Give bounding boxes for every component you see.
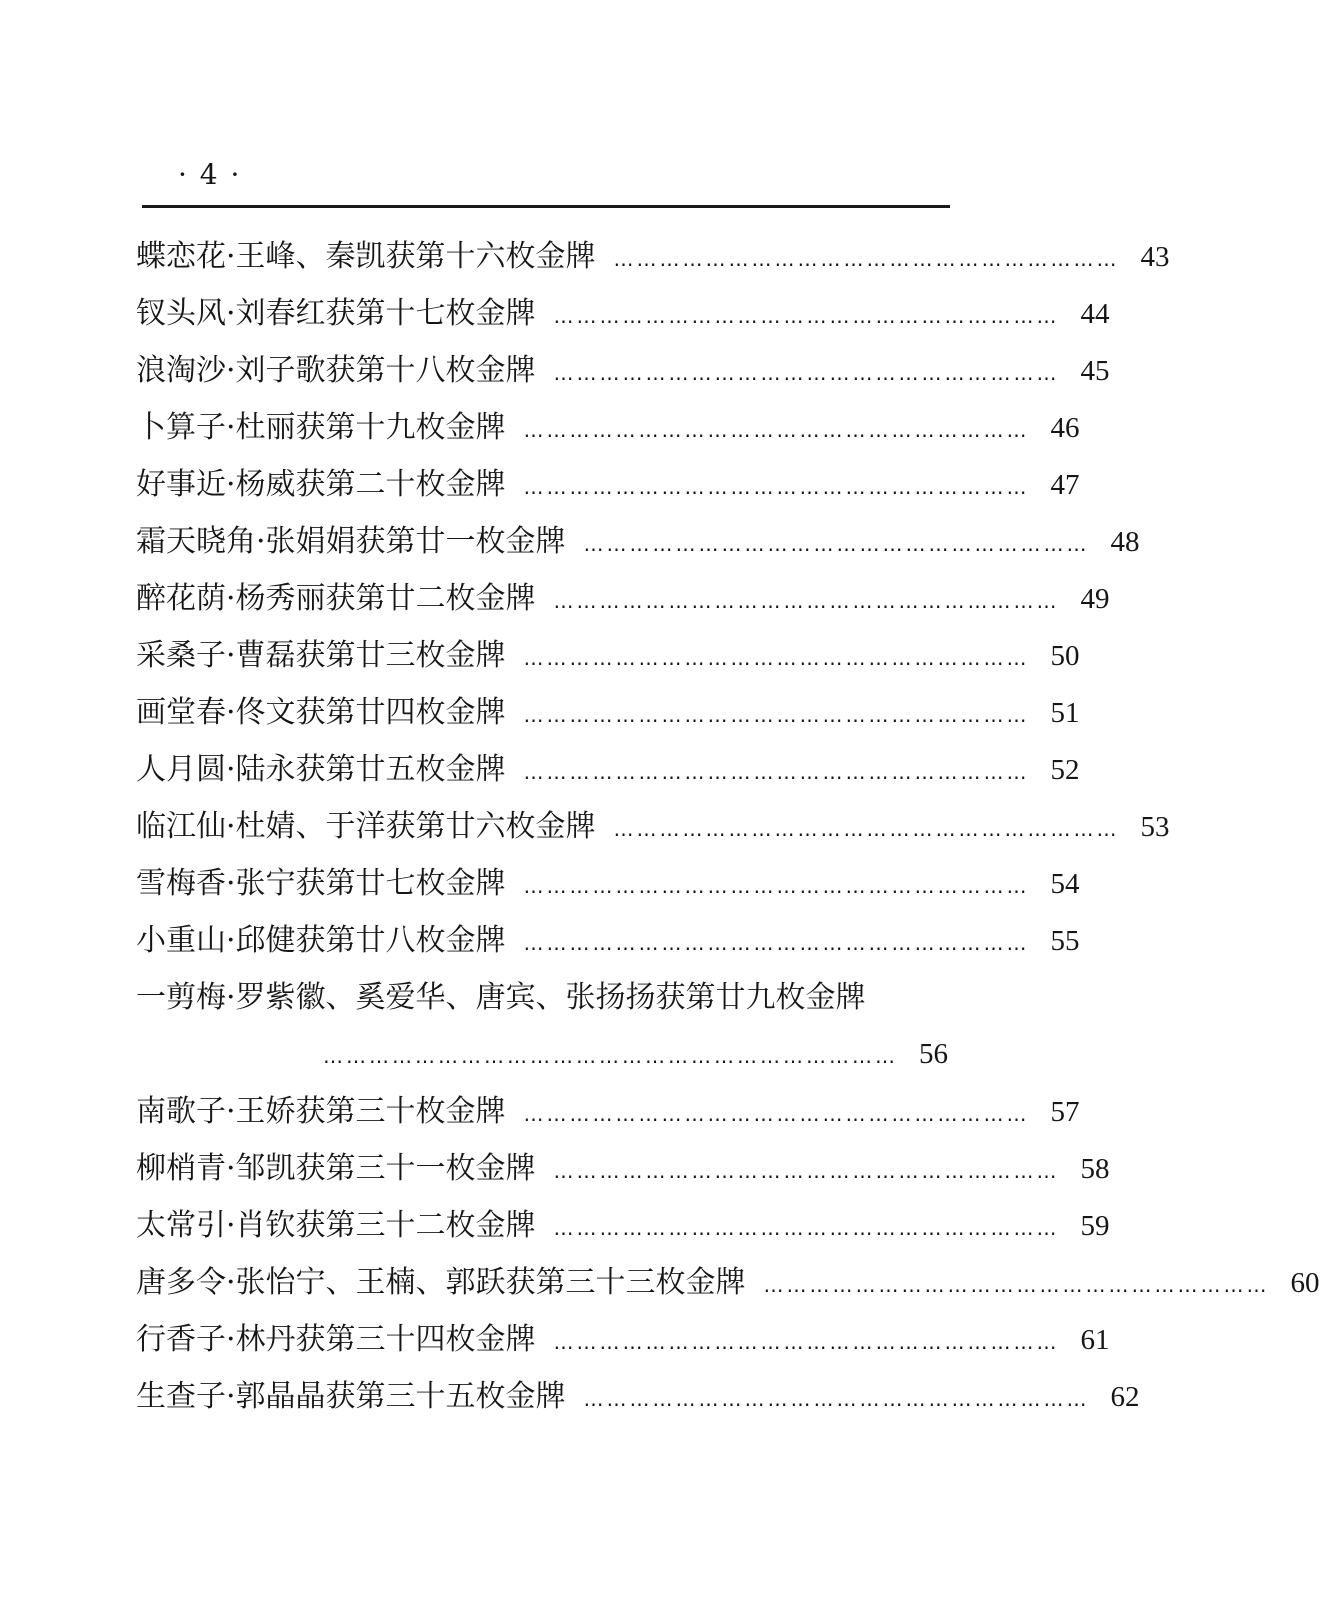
toc-entry-title: 唐多令·张怡宁、王楠、郭跃获第三十三枚金牌 bbox=[136, 1265, 746, 1300]
header-rule bbox=[142, 205, 950, 208]
toc-entry[interactable] bbox=[136, 1197, 1110, 1254]
toc-entry-title: 人月圆·陆永获第廿五枚金牌 bbox=[136, 752, 506, 787]
toc-entry[interactable] bbox=[136, 1254, 1320, 1311]
toc-entry[interactable] bbox=[136, 1368, 1140, 1425]
toc-entry[interactable] bbox=[136, 456, 1080, 513]
toc-entry-title: 钗头风·刘春红获第十七枚金牌 bbox=[136, 296, 536, 331]
dot-leader: ………………………………………………………… bbox=[553, 589, 1060, 613]
dot-leader: ………………………………………………………… bbox=[523, 418, 1030, 442]
toc-entry-page: 59 bbox=[1080, 1210, 1110, 1242]
toc-entry[interactable] bbox=[136, 741, 1080, 798]
dot-leader: ………………………………………………………… bbox=[763, 1273, 1270, 1297]
toc-entry-title: 一剪梅·罗紫徽、奚爱华、唐宾、张扬扬获第廿九枚金牌 bbox=[136, 980, 866, 1015]
toc-entry[interactable] bbox=[136, 342, 1110, 399]
dot-leader: ………………………………………………………… bbox=[553, 361, 1060, 385]
toc-entry[interactable] bbox=[136, 969, 948, 1026]
toc-entry-page: 45 bbox=[1080, 355, 1110, 387]
dot-leader: ………………………………………………………… bbox=[583, 532, 1090, 556]
dot-leader: ………………………………………………………… bbox=[553, 304, 1060, 328]
toc-entry[interactable] bbox=[136, 912, 1080, 969]
toc-entry-page: 51 bbox=[1050, 697, 1080, 729]
dot-leader: ………………………………………………………… bbox=[523, 703, 1030, 727]
toc-entry-page: 56 bbox=[919, 1038, 948, 1070]
dot-leader: ………………………………………………………… bbox=[523, 1102, 1030, 1126]
dot-leader: ………………………………………………………… bbox=[523, 760, 1030, 784]
dot-leader: ………………………………………………………… bbox=[553, 1330, 1060, 1354]
toc-entry-title: 浪淘沙·刘子歌获第十八枚金牌 bbox=[136, 353, 536, 388]
toc-entry-title: 霜天晓角·张娟娟获第廿一枚金牌 bbox=[136, 524, 566, 559]
toc-entry-title: 临江仙·杜婧、于洋获第廿六枚金牌 bbox=[136, 809, 596, 844]
toc-entry-title: 南歌子·王娇获第三十枚金牌 bbox=[136, 1094, 506, 1129]
toc-entry-title: 雪梅香·张宁获第廿七枚金牌 bbox=[136, 866, 506, 901]
toc-entry-page: 54 bbox=[1050, 868, 1080, 900]
toc-entry-page: 44 bbox=[1080, 298, 1110, 330]
toc-entry-page: 47 bbox=[1050, 469, 1080, 501]
dot-leader: ………………………………………………………… bbox=[523, 475, 1030, 499]
toc-entry[interactable] bbox=[136, 1311, 1110, 1368]
table-of-contents bbox=[136, 228, 1320, 1425]
toc-entry-page: 43 bbox=[1140, 241, 1170, 273]
dot-leader: ………………………………………………………… bbox=[523, 874, 1030, 898]
toc-entry-title: 行香子·林丹获第三十四枚金牌 bbox=[136, 1322, 536, 1357]
dot-leader: ………………………………………………………… bbox=[523, 931, 1030, 955]
toc-entry-title: 醉花荫·杨秀丽获第廿二枚金牌 bbox=[136, 581, 536, 616]
toc-entry-page: 50 bbox=[1050, 640, 1080, 672]
toc-entry[interactable] bbox=[136, 684, 1080, 741]
toc-entry-title: 画堂春·佟文获第廿四枚金牌 bbox=[136, 695, 506, 730]
toc-entry[interactable] bbox=[136, 285, 1110, 342]
toc-entry-page: 55 bbox=[1050, 925, 1080, 957]
dot-leader: ………………………………………………………………… bbox=[323, 1044, 898, 1068]
toc-entry[interactable] bbox=[136, 855, 1080, 912]
toc-entry-page: 52 bbox=[1050, 754, 1080, 786]
toc-entry-page: 53 bbox=[1140, 811, 1170, 843]
page-number: · 4 · bbox=[178, 158, 242, 191]
dot-leader: ………………………………………………………… bbox=[553, 1216, 1060, 1240]
toc-entry-page: 58 bbox=[1080, 1153, 1110, 1185]
toc-entry-page: 60 bbox=[1290, 1267, 1320, 1299]
toc-entry-page: 46 bbox=[1050, 412, 1080, 444]
dot-leader: ………………………………………………………… bbox=[613, 247, 1120, 271]
toc-entry-title: 太常引·肖钦获第三十二枚金牌 bbox=[136, 1208, 536, 1243]
toc-entry[interactable] bbox=[136, 228, 1170, 285]
toc-entry-page: 49 bbox=[1080, 583, 1110, 615]
toc-entry[interactable] bbox=[136, 570, 1110, 627]
dot-leader: ………………………………………………………… bbox=[613, 817, 1120, 841]
toc-entry-title: 柳梢青·邹凯获第三十一枚金牌 bbox=[136, 1151, 536, 1186]
toc-entry[interactable] bbox=[136, 798, 1170, 855]
toc-entry[interactable] bbox=[136, 1140, 1110, 1197]
toc-entry-page: 57 bbox=[1050, 1096, 1080, 1128]
toc-entry-title: 小重山·邱健获第廿八枚金牌 bbox=[136, 923, 506, 958]
toc-entry-page: 61 bbox=[1080, 1324, 1110, 1356]
toc-entry-page: 62 bbox=[1110, 1381, 1140, 1413]
toc-entry[interactable] bbox=[136, 627, 1080, 684]
toc-entry-page: 48 bbox=[1110, 526, 1140, 558]
toc-entry-title: 生查子·郭晶晶获第三十五枚金牌 bbox=[136, 1379, 566, 1414]
dot-leader: ………………………………………………………… bbox=[553, 1159, 1060, 1183]
toc-entry[interactable] bbox=[136, 399, 1080, 456]
toc-entry-title: 卜算子·杜丽获第十九枚金牌 bbox=[136, 410, 506, 445]
toc-entry[interactable] bbox=[136, 1083, 1080, 1140]
toc-entry-title: 好事近·杨威获第二十枚金牌 bbox=[136, 467, 506, 502]
toc-entry-title: 蝶恋花·王峰、秦凯获第十六枚金牌 bbox=[136, 239, 596, 274]
toc-entry[interactable] bbox=[136, 513, 1140, 570]
dot-leader: ………………………………………………………… bbox=[523, 646, 1030, 670]
dot-leader: ………………………………………………………… bbox=[583, 1387, 1090, 1411]
toc-entry-continuation[interactable] bbox=[136, 1026, 948, 1083]
toc-entry-title: 采桑子·曹磊获第廿三枚金牌 bbox=[136, 638, 506, 673]
